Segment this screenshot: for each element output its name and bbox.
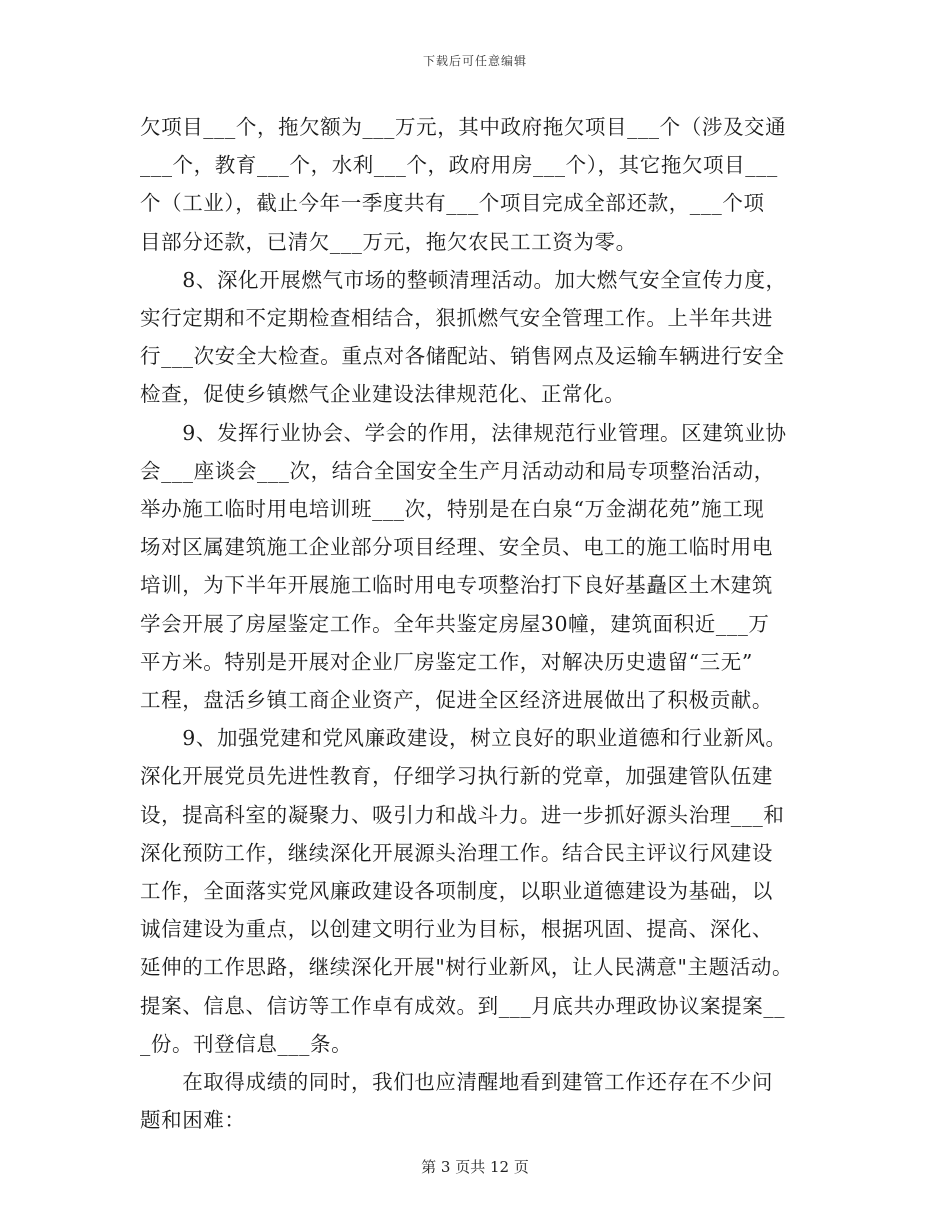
text-line: 深化开展党员先进性教育，仔细学习执行新的党章，加强建管队伍建 bbox=[140, 764, 773, 789]
text-line: 检查，促使乡镇燃气企业建设法律规范化、正常化。 bbox=[140, 382, 626, 407]
text-line: _份。刊登信息___条。 bbox=[140, 1031, 353, 1056]
page-indicator: 第 3 页共 12 页 bbox=[421, 1158, 529, 1176]
text-line: 8、深化开展燃气市场的整顿清理活动。加大燃气安全宣传力度， bbox=[140, 267, 787, 292]
text-line: 平方米。特别是开展对企业厂房鉴定工作，对解决历史遗留“三无” bbox=[140, 649, 753, 674]
text-line: 提案、信息、信访等工作卓有成效。到___月底共办理政协议案提案__ bbox=[140, 993, 786, 1018]
text-line: 深化预防工作，继续深化开展源头治理工作。结合民主评议行风建设 bbox=[140, 840, 773, 865]
header-note: 下载后可任意编辑 bbox=[422, 54, 527, 68]
text-line: 欠项目___个，拖欠额为___万元，其中政府拖欠项目___个（涉及交通 bbox=[140, 115, 787, 139]
text-line: 实行定期和不定期检查相结合，狠抓燃气安全管理工作。上半年共进 bbox=[140, 306, 773, 331]
text-line: 学会开展了房屋鉴定工作。全年共鉴定房屋30幢，建筑面积近___万 bbox=[140, 611, 770, 636]
text-line: 行___次安全大检查。重点对各储配站、销售网点及运输车辆进行安全 bbox=[140, 344, 785, 369]
text-line: 目部分还款，已清欠___万元，拖欠农民工工资为零。 bbox=[140, 229, 637, 254]
text-line: 诚信建设为重点，以创建文明行业为目标，根据巩固、提高、深化、 bbox=[140, 917, 773, 942]
text-line: 9、发挥行业协会、学会的作用，法律规范行业管理。区建筑业协 bbox=[140, 420, 787, 445]
text-line: 个（工业），截止今年一季度共有___个项目完成全部还款，___个项 bbox=[140, 191, 765, 216]
text-line: 工作，全面落实党风廉政建设各项制度，以职业道德建设为基础，以 bbox=[140, 879, 773, 904]
text-line: 培训，为下半年开展施工临时用电专项整治打下良好基矗区土木建筑 bbox=[140, 573, 773, 598]
text-line: 工程，盘活乡镇工商企业资产，促进全区经济进展做出了积极贡献。 bbox=[140, 688, 773, 713]
text-line: 题和困难： bbox=[140, 1108, 246, 1133]
text-line: 会___座谈会___次，结合全国安全生产月活动动和局专项整治活动， bbox=[140, 458, 775, 483]
text-line: 举办施工临时用电培训班___次，特别是在白泉“万金湖花苑”施工现 bbox=[140, 497, 765, 522]
text-line: 设，提高科室的凝聚力、吸引力和战斗力。进一步抓好源头治理___和 bbox=[140, 802, 785, 827]
text-line: 9、加强党建和党风廉政建设，树立良好的职业道德和行业新风。 bbox=[140, 726, 787, 751]
text-line: ___个，教育___个，水利___个，政府用房___个），其它拖欠项目___ bbox=[140, 153, 778, 178]
document-body bbox=[140, 108, 810, 1139]
text-line: 场对区属建筑施工企业部分项目经理、安全员、电工的施工临时用电 bbox=[140, 535, 773, 560]
text-line: 延伸的工作思路，继续深化开展"树行业新风，让人民满意"主题活动。 bbox=[140, 955, 794, 980]
text-line: 在取得成绩的同时，我们也应清醒地看到建管工作还存在不少问 bbox=[140, 1070, 773, 1095]
